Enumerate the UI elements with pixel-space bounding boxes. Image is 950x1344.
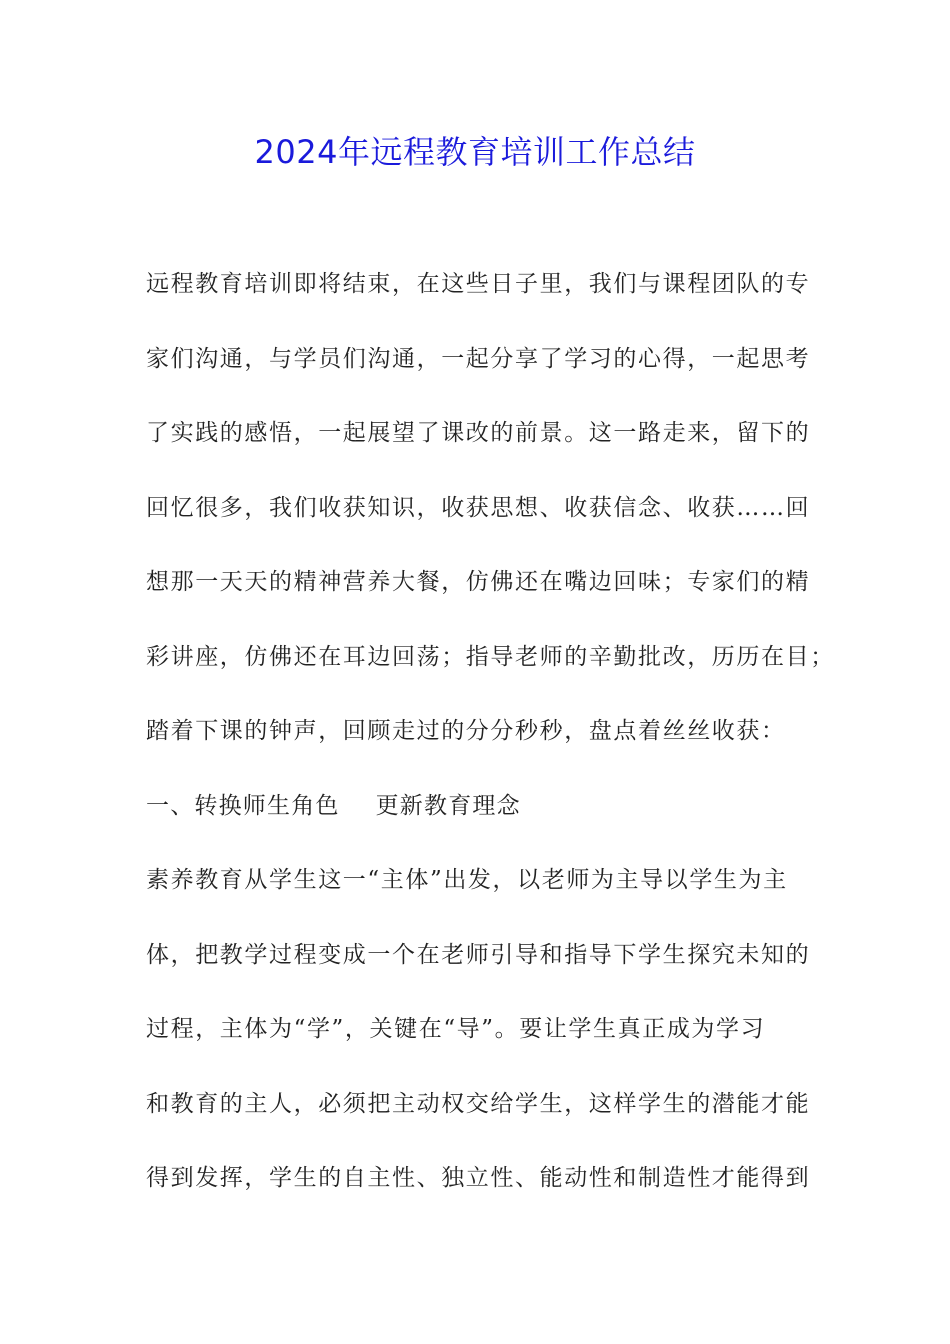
paragraph-line: 想那一天天的精神营养大餐，仿佛还在嘴边回味；专家们的精 [146,569,811,595]
section-paragraph-line: 和教育的主人，必须把主动权交给学生，这样学生的潜能才能 [146,1090,811,1117]
section-paragraph-line: 过程，主体为“学”，关键在“导”。要让学生真正成为学习 [146,1016,766,1042]
paragraph-line: 家们沟通，与学员们沟通，一起分享了学习的心得，一起思考 [146,345,811,372]
paragraph-line: 远程教育培训即将结束，在这些日子里，我们与课程团队的专 [146,271,811,297]
section-paragraph-line: 素养教育从学生这一“主体”出发，以老师为主导以学生为主 [146,867,788,893]
section-paragraph-line: 体，把教学过程变成一个在老师引导和指导下学生探究未知的 [146,941,811,968]
section-heading [146,784,826,859]
paragraph-line: 了实践的感悟，一起展望了课改的前景。这一路走来，留下的 [146,420,811,446]
section-paragraph-line: 得到发挥，学生的自主性、独立性、能动性和制造性才能得到 [146,1165,811,1191]
document-body [146,262,835,1231]
paragraph-line: 彩讲座，仿佛还在耳边回荡；指导老师的辛勤批改，历历在目； [146,643,835,670]
section-heading-part2: 更新教育理念 [375,792,521,819]
paragraph-line: 回忆很多，我们收获知识，收获思想、收获信念、收获……回 [146,494,811,521]
section-heading-part1: 一、转换师生角色 [146,792,340,819]
document-title: 2024年远程教育培训工作总结 [254,133,696,171]
paragraph-line: 踏着下课的钟声，回顾走过的分分秒秒，盘点着丝丝收获： [146,718,786,744]
